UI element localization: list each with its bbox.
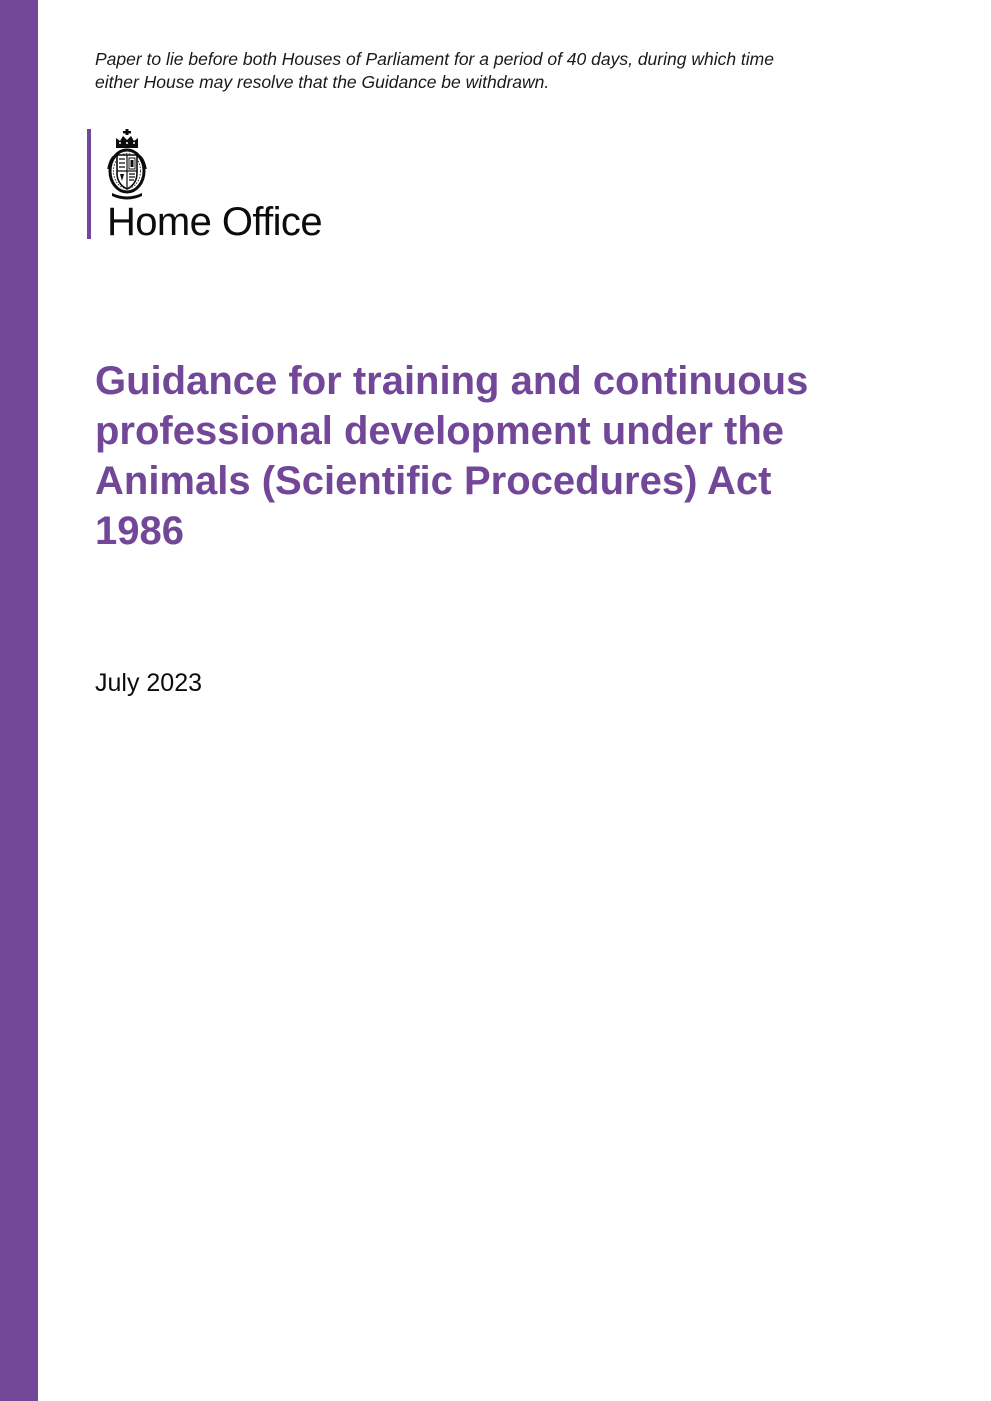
royal-coat-of-arms-icon (106, 129, 148, 201)
title-line-3: Animals (Scientific Procedures) Act (95, 459, 772, 503)
parliament-notice (95, 48, 895, 94)
notice-line-2: either House may resolve that the Guidance be withdrawn. (95, 72, 550, 92)
side-color-band (0, 0, 38, 1401)
organisation-name: Home Office (107, 200, 322, 244)
title-line-4: 1986 (95, 509, 184, 553)
title-line-1: Guidance for training and continuous (95, 359, 809, 403)
logo-rule (87, 129, 91, 239)
home-office-logo (87, 129, 357, 244)
publication-date: July 2023 (95, 669, 203, 697)
document-title (95, 356, 915, 556)
title-line-2: professional development under the (95, 409, 785, 453)
notice-line-1: Paper to lie before both Houses of Parliament for a period of 40 days, during which time (95, 49, 774, 69)
